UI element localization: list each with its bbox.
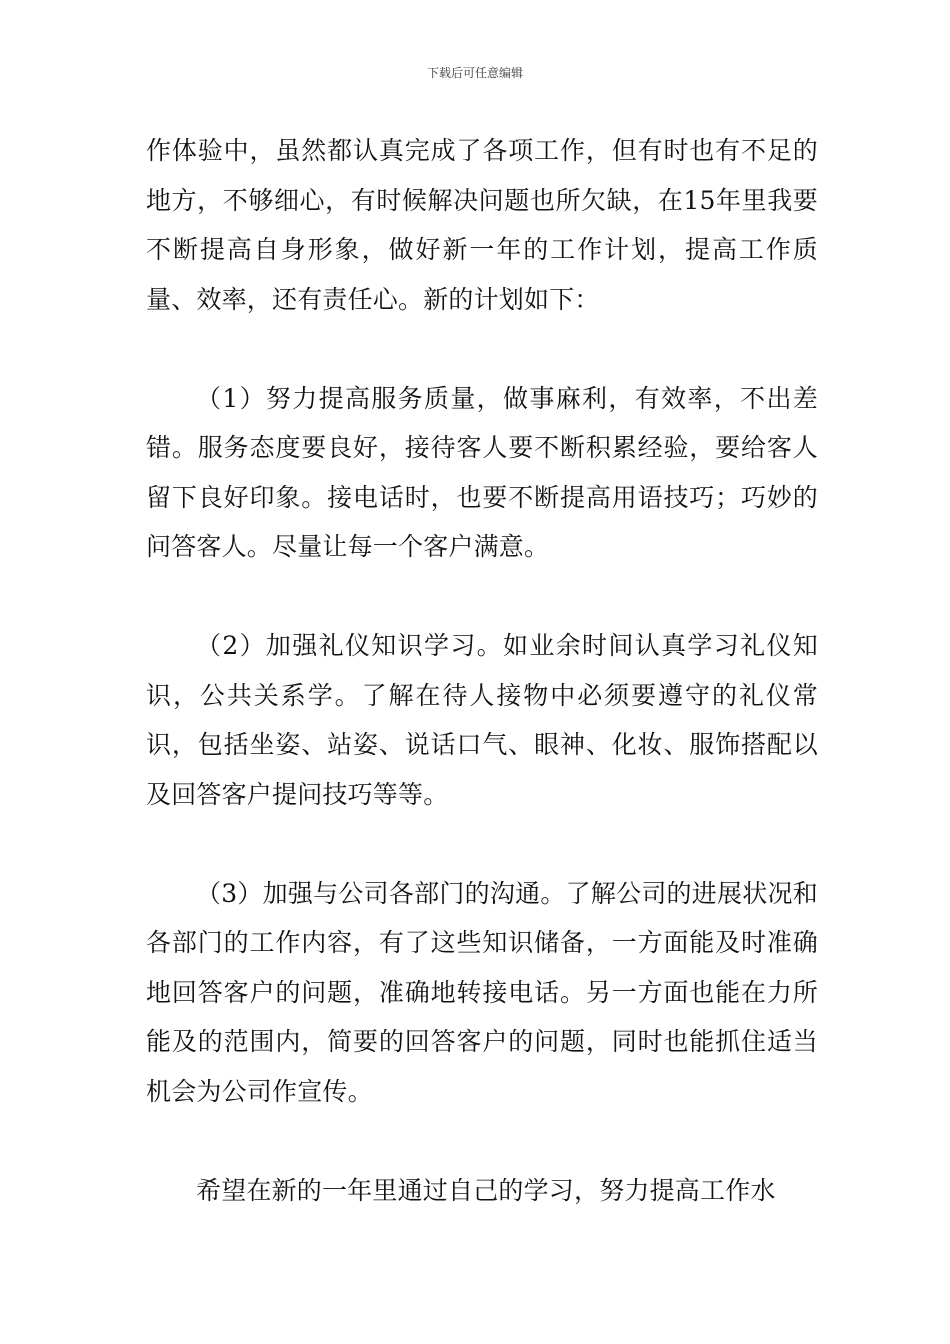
paragraph-closing: 希望在新的一年里通过自己的学习，努力提高工作水 — [196, 1175, 776, 1205]
paragraph-item-3: （3）加强与公司各部门的沟通。了解公司的进展状况和各部门的工作内容，有了这些知识储备，一方面能及时准确地回答客户的问题，准确地转接电话。另一方面也能在力所能及的范围内，简要的回答客户的问题，同时也能抓住适当机会为公司作宣传。 — [146, 878, 818, 1106]
document-body — [146, 126, 818, 1215]
page-header-note: 下载后可任意编辑 — [426, 66, 523, 80]
paragraph-continuation: 作体验中，虽然都认真完成了各项工作，但有时也有不足的地方，不够细心，有时候解决问题也所欠缺，在15年里我要不断提高自身形象，做好新一年的工作计划，提高工作质量、效率，还有责任心。新的计划如下： — [146, 136, 818, 314]
paragraph-item-2: （2）加强礼仪知识学习。如业余时间认真学习礼仪知识，公共关系学。了解在待人接物中必须要遵守的礼仪常识，包括坐姿、站姿、说话口气、眼神、化妆、服饰搭配以及回答客户提问技巧等等。 — [146, 631, 818, 809]
paragraph-item-1: （1）努力提高服务质量，做事麻利，有效率，不出差错。服务态度要良好，接待客人要不断积累经验，要给客人留下良好印象。接电话时，也要不断提高用语技巧；巧妙的问答客人。尽量让每一个客户满意。 — [146, 383, 818, 561]
